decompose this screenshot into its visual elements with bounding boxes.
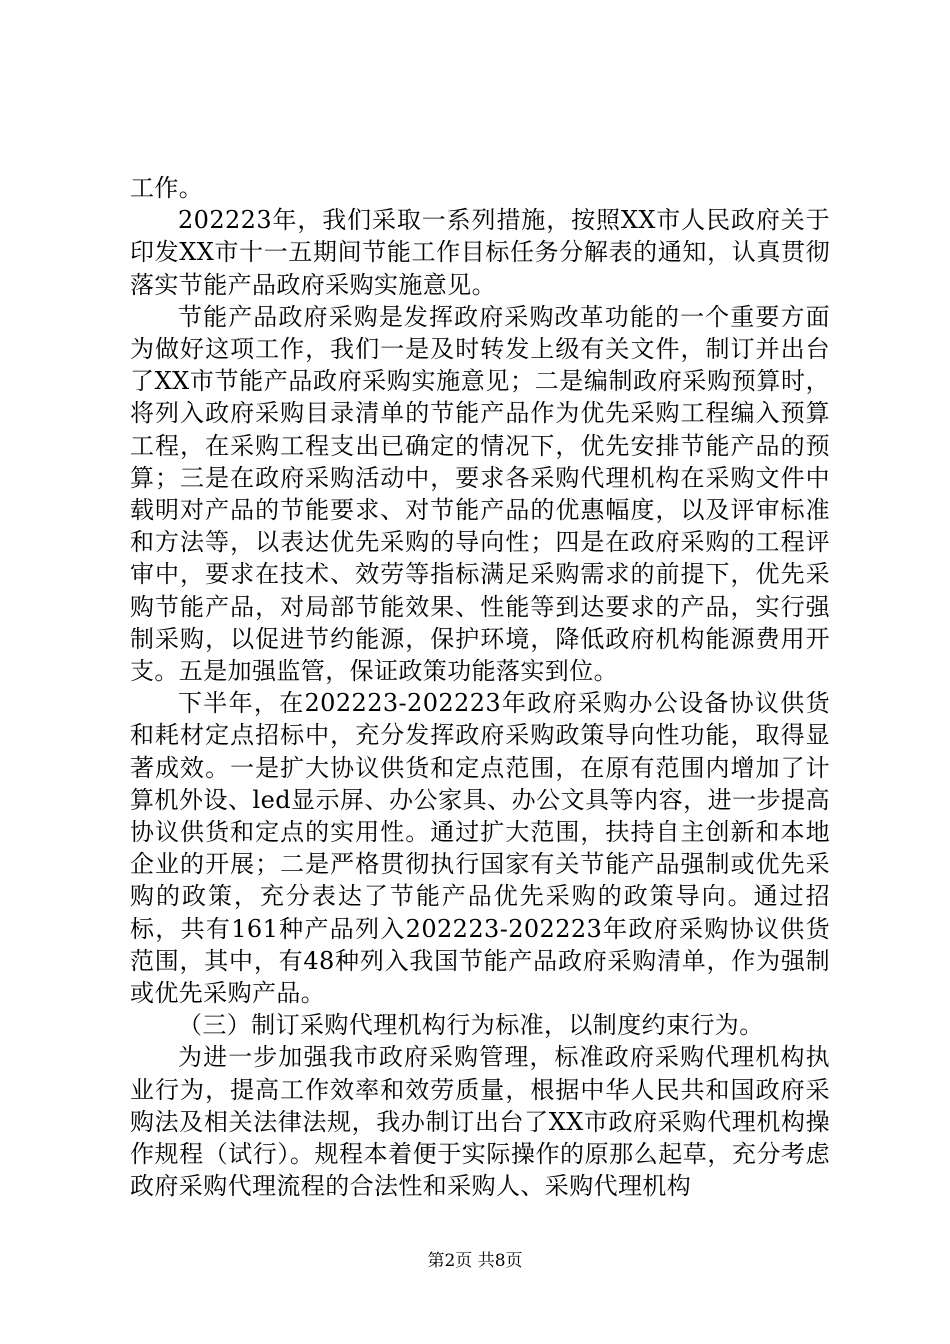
paragraph-measures: 202223年，我们采取一系列措施，按照XX市人民政府关于印发XX市十一五期间节能工作目标任务分解表的通知，认真贯彻落实节能产品政府采购实施意见。: [130, 206, 830, 299]
document-body: [130, 172, 830, 1203]
paragraph-second-half-year: 下半年，在202223-202223年政府采购办公设备协议供货和耗材定点招标中，充分发挥政府采购政策导向性功能，取得显著成效。一是扩大协议供货和定点范围，在原有范围内增加了计算机外设、led显示屏、办公家具、办公文具等内容，进一步提高协议供货和定点的实用性。通过扩大范围，扶持自主创新和本地企业的开展；二是严格贯彻执行国家有关节能产品强制或优先采购的政策，充分表达了节能产品优先采购的政策导向。通过招标，共有161种产品列入202223-202223年政府采购协议供货范围，其中，有48种列入我国节能产品政府采购清单，作为强制或优先采购产品。: [130, 689, 830, 1008]
page-number-footer: 第2页 共8页: [427, 1251, 523, 1271]
paragraph-agency-rules: 为进一步加强我市政府采购管理，标准政府采购代理机构执业行为，提高工作效率和效劳质量，根据中华人民共和国政府采购法及相关法律法规，我办制订出台了XX市政府采购代理机构操作规程（试行）。规程本着便于实际操作的原那么起草，充分考虑政府采购代理流程的合法性和采购人、采购代理机构: [130, 1043, 830, 1201]
section-heading-3: （三）制订采购代理机构行为标准，以制度约束行为。: [178, 1011, 764, 1040]
paragraph-energy-saving-procurement: 节能产品政府采购是发挥政府采购改革功能的一个重要方面为做好这项工作，我们一是及时转发上级有关文件，制订并出台了XX市节能产品政府采购实施意见；二是编制政府采购预算时，将列入政府采购目录清单的节能产品作为优先采购工程编入预算工程，在采购工程支出已确定的情况下，优先安排节能产品的预算；三是在政府采购活动中，要求各采购代理机构在采购文件中载明对产品的节能要求、对节能产品的优惠幅度，以及评审标准和方法等，以表达优先采购的导向性；四是在政府采购的工程评审中，要求在技术、效劳等指标满足采购需求的前提下，优先采购节能产品，对局部节能效果、性能等到达要求的产品，实行强制采购，以促进节约能源，保护环境，降低政府机构能源费用开支。五是加强监管，保证政策功能落实到位。: [130, 302, 830, 686]
paragraph-continuation: 工作。: [130, 174, 204, 202]
